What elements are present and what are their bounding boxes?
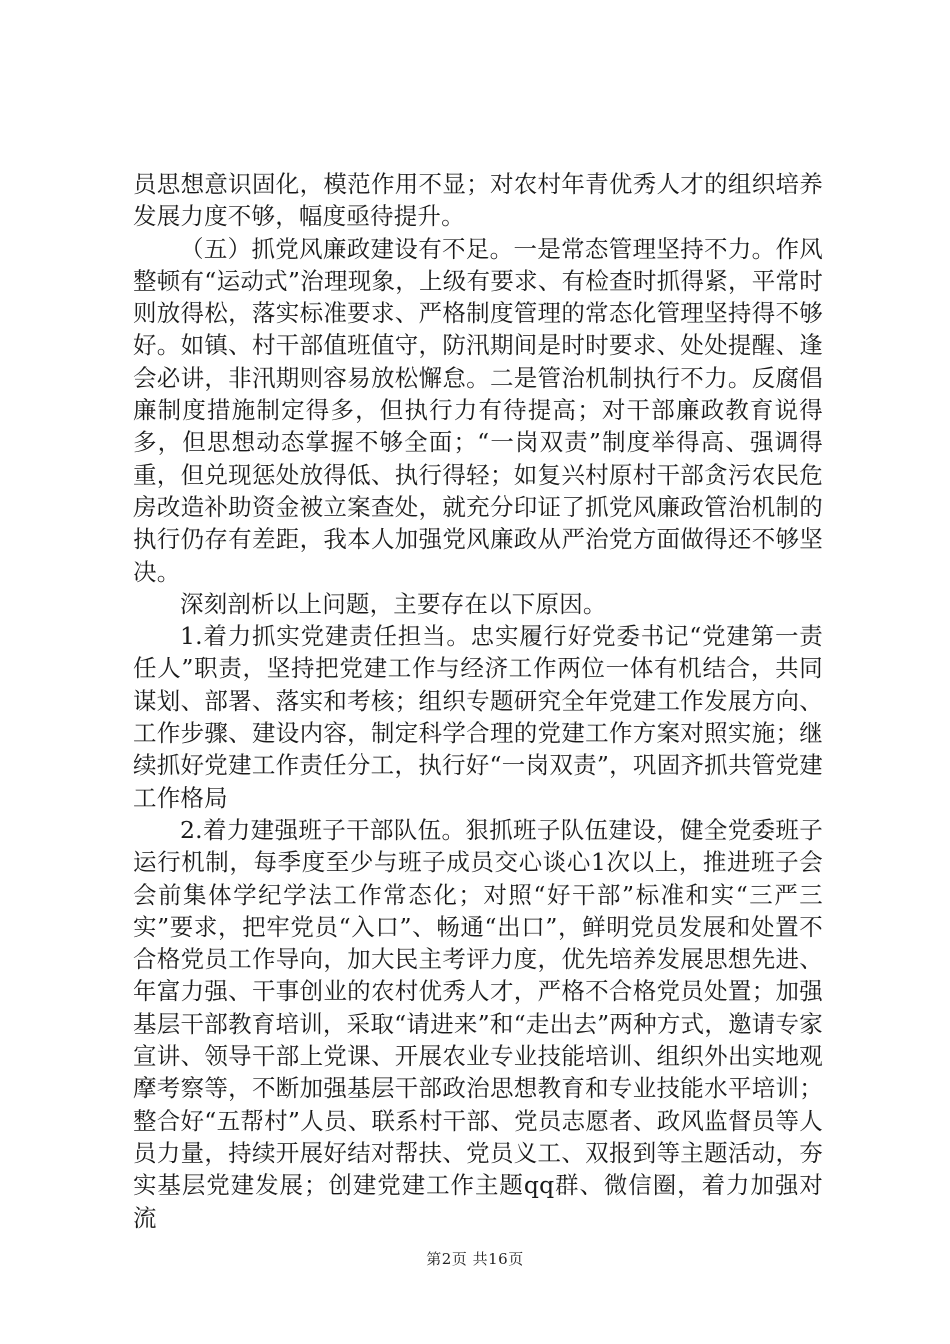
- paragraph-2: （五）抓党风廉政建设有不足。一是常态管理坚持不力。作风整顿有“运动式”治理现象，上级有要求、有检查时抓得紧，平常时则放得松，落实标准要求、严格制度管理的常态化管理坚持得不够好。如镇、村干部值班值守，防汛期间是时时要求、处处提醒、逢会必讲，非汛期则容易放松懈怠。二是管治机制执行不力。反腐倡廉制度措施制定得多，但执行力有待提高；对干部廉政教育说得多，但思想动态掌握不够全面；“一岗双责”制度举得高、强调得重，但兑现惩处放得低、执行得轻；如复兴村原村干部贪污农民危房改造补助资金被立案查处，就充分印证了抓党风廉政管治机制的执行仍存有差距，我本人加强党风廉政从严治党方面做得还不够坚决。: [133, 234, 823, 586]
- page-footer: 第2页 共16页: [426, 1250, 524, 1268]
- paragraph-3: 深刻剖析以上问题，主要存在以下原因。: [180, 589, 607, 618]
- paragraph-4: 1.着力抓实党建责任担当。忠实履行好党委书记“党建第一责任人”职责，坚持把党建工作与经济工作两位一体有机结合，共同谋划、部署、落实和考核；组织专题研究全年党建工作发展方向、工作步骤、建设内容，制定科学合理的党建工作方案对照实施；继续抓好党建工作责任分工，执行好“一岗双责”，巩固齐抓共管党建工作格局: [133, 622, 823, 812]
- paragraph-5: 2.着力建强班子干部队伍。狠抓班子队伍建设，健全党委班子运行机制，每季度至少与班子成员交心谈心1次以上，推进班子会会前集体学纪学法工作常态化；对照“好干部”标准和实“三严三实”要求，把牢党员“入口”、畅通“出口”，鲜明党员发展和处置不合格党员工作导向，加大民主考评力度，优先培养发展思想先进、年富力强、干事创业的农村优秀人才，严格不合格党员处置；加强基层干部教育培训，采取“请进来”和“走出去”两种方式，邀请专家宣讲、领导干部上党课、开展农业专业技能培训、组织外出实地观摩考察等，不断加强基层干部政治思想教育和专业技能水平培训；整合好“五帮村”人员、联系村干部、党员志愿者、政风监督员等人员力量，持续开展好结对帮扶、党员义工、双报到等主题活动，夯实基层党建发展；创建党建工作主题qq群、微信圈，着力加强对流: [133, 815, 823, 1232]
- body-text: [133, 168, 823, 1234]
- paragraph-1: 员思想意识固化，模范作用不显；对农村年青优秀人才的组织培养发展力度不够，幅度亟待提升。: [133, 170, 823, 231]
